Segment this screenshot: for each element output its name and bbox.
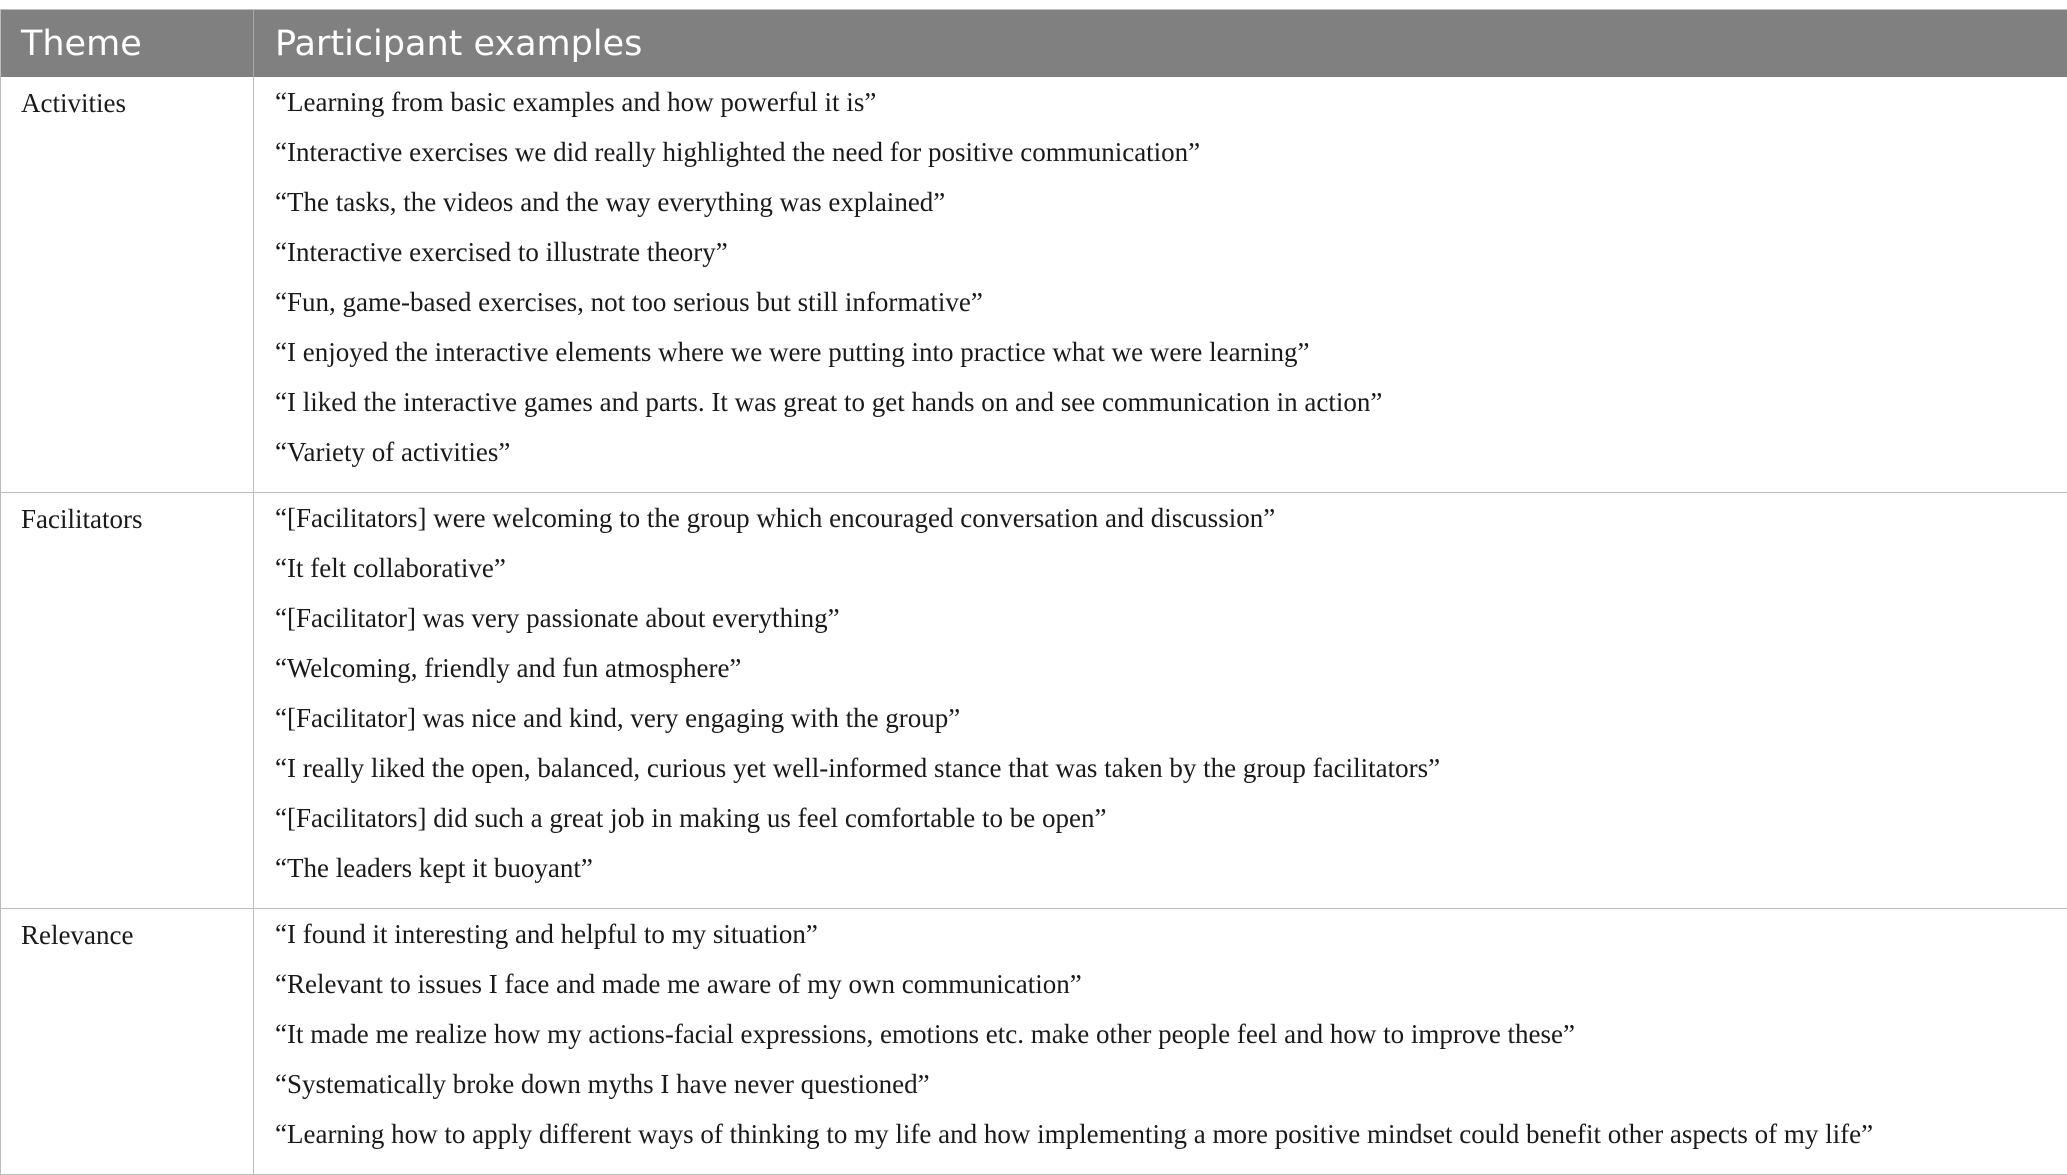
participant-example: “Learning from basic examples and how powerful it is” xyxy=(275,87,877,117)
participant-example: “Relevant to issues I face and made me aware of my own communication” xyxy=(275,969,1082,999)
participant-example: “Interactive exercises we did really highlighted the need for positive communication” xyxy=(275,137,1201,167)
participant-example: “[Facilitator] was very passionate about everything” xyxy=(275,603,840,633)
participant-example: “The tasks, the videos and the way everything was explained” xyxy=(275,187,946,217)
participant-example: “Variety of activities” xyxy=(275,437,511,467)
themes-table xyxy=(0,9,2067,1175)
header-participant-examples: Participant examples xyxy=(275,23,643,64)
examples-cell xyxy=(254,77,2067,492)
header-theme: Theme xyxy=(1,10,254,77)
participant-example: “Systematically broke down myths I have never questioned” xyxy=(275,1069,930,1099)
participant-example: “[Facilitator] was nice and kind, very engaging with the group” xyxy=(275,703,961,733)
table-row-group xyxy=(1,77,2067,493)
table-header xyxy=(1,10,2067,77)
participant-example: “It made me realize how my actions-facial expressions, emotions etc. make other people feel and how to improve these” xyxy=(275,1019,1576,1049)
examples-cell xyxy=(254,493,2067,908)
participant-example: “I liked the interactive games and parts. It was great to get hands on and see communication in action” xyxy=(275,387,1383,417)
participant-example: “I really liked the open, balanced, curious yet well-informed stance that was taken by the group facilitators” xyxy=(275,753,1441,783)
table-row-group xyxy=(1,909,2067,1175)
participant-example: “Interactive exercised to illustrate theory” xyxy=(275,237,728,267)
table-body xyxy=(1,77,2067,1175)
participant-example: “It felt collaborative” xyxy=(275,553,506,583)
participant-example: “[Facilitators] were welcoming to the group which encouraged conversation and discussion” xyxy=(275,503,1276,533)
theme-cell: Activities xyxy=(1,77,254,492)
theme-cell: Relevance xyxy=(1,909,254,1174)
participant-example: “[Facilitators] did such a great job in making us feel comfortable to be open” xyxy=(275,803,1107,833)
examples-cell xyxy=(254,909,2067,1174)
participant-example: “The leaders kept it buoyant” xyxy=(275,853,593,883)
table-row-group xyxy=(1,493,2067,909)
participant-example: “I found it interesting and helpful to my situation” xyxy=(275,919,818,949)
participant-example: “I enjoyed the interactive elements where we were putting into practice what we were learning” xyxy=(275,337,1310,367)
participant-example: “Welcoming, friendly and fun atmosphere” xyxy=(275,653,742,683)
theme-cell: Facilitators xyxy=(1,493,254,908)
participant-example: “Learning how to apply different ways of thinking to my life and how implementing a more positive mindset could benefit other aspects of my life” xyxy=(275,1119,1874,1149)
participant-example: “Fun, game-based exercises, not too serious but still informative” xyxy=(275,287,983,317)
